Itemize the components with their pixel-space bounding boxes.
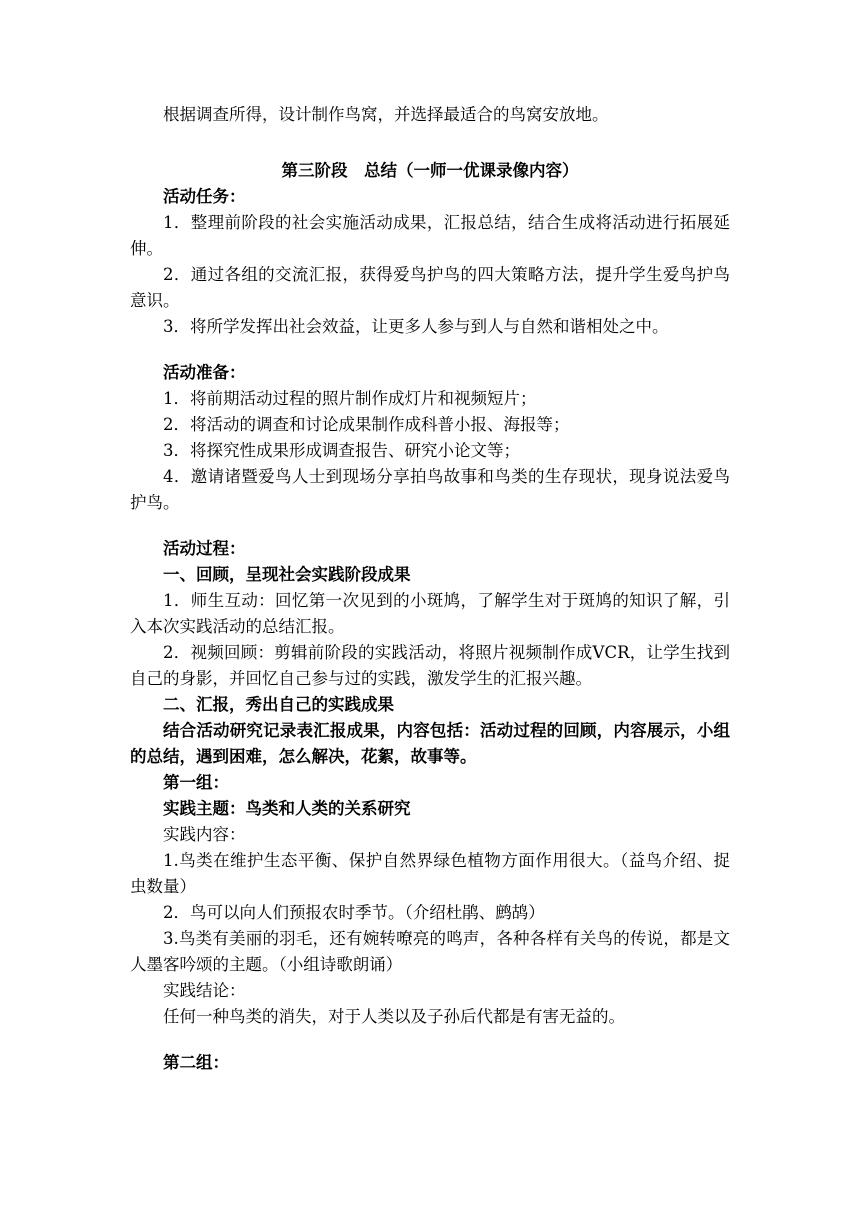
task-item: 2．通过各组的交流汇报，获得爱鸟护鸟的四大策略方法，提升学生爱鸟护鸟意识。: [130, 265, 730, 310]
task-item: 1．整理前阶段的社会实施活动成果，汇报总结，结合生成将活动进行拓展延伸。: [130, 213, 730, 258]
group1-conclusion-label: 实践结论：: [163, 981, 246, 1000]
preparation-item: 3．将探究性成果形成调查报告、研究小论文等；: [163, 441, 520, 460]
spacer: [130, 340, 730, 360]
group1-content-item: 2．鸟可以向人们预报农时季节。（介绍杜鹃、鹧鸪）: [163, 903, 545, 922]
group1-theme: 实践主题：鸟类和人类的关系研究: [163, 799, 411, 818]
spacer: [130, 516, 730, 536]
group1-content-label: 实践内容：: [163, 825, 246, 844]
process-heading: 活动过程：: [163, 539, 246, 558]
group2-label: 第二组：: [163, 1053, 229, 1072]
section1-title: 一、回顾，呈现社会实践阶段成果: [163, 565, 411, 584]
section1-item: 1．师生互动：回忆第一次见到的小斑鸠，了解学生对于斑鸠的知识了解，引入本次实践活动的总结汇报。: [130, 591, 730, 636]
preparation-item: 4．邀请诸暨爱鸟人士到现场分享拍鸟故事和鸟类的生存现状，现身说法爱鸟护鸟。: [130, 467, 730, 512]
group1-conclusion-text: 任何一种鸟类的消失，对于人类以及子孙后代都是有害无益的。: [163, 1007, 625, 1026]
preparation-item: 2．将活动的调查和讨论成果制作成科普小报、海报等；: [163, 415, 570, 434]
spacer: [130, 1030, 730, 1050]
section1-item: 2．视频回顾：剪辑前阶段的实践活动，将照片视频制作成VCR，让学生找到自己的身影，并回忆自己参与过的实践，激发学生的汇报兴趣。: [130, 643, 730, 688]
preparation-item: 1．将前期活动过程的照片制作成灯片和视频短片；: [163, 389, 537, 408]
section2-summary: 结合活动研究记录表汇报成果，内容包括：活动过程的回顾，内容展示，小组的总结，遇到困难，怎么解决，花絮，故事等。: [130, 721, 730, 766]
group1-label: 第一组：: [163, 773, 229, 792]
preparation-heading: 活动准备：: [163, 363, 246, 382]
section2-title: 二、汇报，秀出自己的实践成果: [163, 695, 394, 714]
task-item: 3．将所学发挥出社会效益，让更多人参与到人与自然和谐相处之中。: [163, 317, 669, 336]
document-body: [130, 102, 730, 1076]
stage-title: 第三阶段 总结（一师一优课录像内容）: [281, 161, 579, 180]
spacer: [130, 128, 730, 158]
group1-content-item: 3.鸟类有美丽的羽毛，还有婉转嘹亮的鸣声，各种各样有关鸟的传说，都是文人墨客吟颂的主题。（小组诗歌朗诵）: [130, 929, 730, 974]
group1-content-item: 1.鸟类在维护生态平衡、保护自然界绿色植物方面作用很大。（益鸟介绍、捉虫数量）: [130, 851, 730, 896]
tasks-heading: 活动任务：: [163, 187, 246, 206]
intro-line: 根据调查所得，设计制作鸟窝，并选择最适合的鸟窝安放地。: [163, 105, 609, 124]
